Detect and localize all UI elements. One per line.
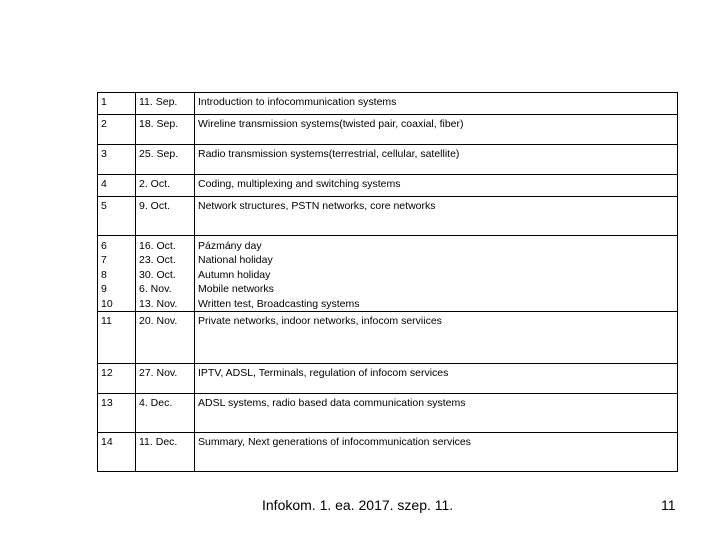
lecture-date: 9. Oct.: [136, 197, 195, 236]
table-row: [98, 197, 678, 236]
lecture-topic: Autumn holiday: [198, 268, 271, 281]
lecture-date: 16. Oct.: [139, 239, 176, 252]
lecture-number: 3: [98, 145, 136, 175]
table-row-merged: [98, 236, 678, 312]
table-row: [98, 394, 678, 433]
lecture-number: 4: [98, 175, 136, 197]
lecture-number: 2: [98, 115, 136, 145]
lecture-numbers: [98, 236, 136, 312]
lecture-topic: Wireline transmission systems(twisted pair, coaxial, fiber): [195, 115, 678, 145]
lecture-topic: IPTV, ADSL, Terminals, regulation of infocom services: [195, 364, 678, 394]
lecture-topic: Private networks, indoor networks, infocom serviices: [195, 312, 678, 364]
lecture-topic: Network structures, PSTN networks, core networks: [195, 197, 678, 236]
lecture-number: 7: [101, 254, 107, 266]
lecture-number: 5: [98, 197, 136, 236]
lecture-date: 13. Nov.: [139, 297, 178, 310]
lecture-number: 6: [101, 239, 107, 252]
lecture-topic: Introduction to infocommunication systems: [195, 93, 678, 115]
lecture-date: 4. Dec.: [136, 394, 195, 433]
lecture-date: 2. Oct.: [136, 175, 195, 197]
lecture-number: 8: [101, 268, 107, 281]
lecture-number: 11: [98, 312, 136, 364]
lecture-topic: Pázmány day: [198, 239, 262, 252]
lecture-date: 18. Sep.: [136, 115, 195, 145]
lecture-date: 23. Oct.: [139, 254, 176, 266]
slide-footer-text: Infokom. 1. ea. 2017. szep. 11.: [262, 497, 454, 513]
lecture-date: 11. Dec.: [136, 433, 195, 472]
lecture-date: 20. Nov.: [136, 312, 195, 364]
lecture-number: 10: [101, 297, 113, 310]
table-row: [98, 312, 678, 364]
lecture-date: 30. Oct.: [139, 268, 176, 281]
lecture-topic: Mobile networks: [198, 283, 274, 295]
lecture-number: 13: [98, 394, 136, 433]
table-row: [98, 115, 678, 145]
lecture-dates: [136, 236, 195, 312]
lecture-date: 11. Sep.: [136, 93, 195, 115]
table-row: [98, 93, 678, 115]
table-row: [98, 145, 678, 175]
lecture-topic: National holiday: [198, 254, 273, 266]
slide-page-number: 11: [661, 497, 676, 513]
lecture-date: 25. Sep.: [136, 145, 195, 175]
lecture-topic: Coding, multiplexing and switching systems: [195, 175, 678, 197]
lecture-number: 12: [98, 364, 136, 394]
table-row: [98, 364, 678, 394]
lecture-topics: [195, 236, 678, 312]
table-row: [98, 433, 678, 472]
lecture-date: 27. Nov.: [136, 364, 195, 394]
lecture-topic: Summary, Next generations of infocommunication services: [195, 433, 678, 472]
lecture-number: 9: [101, 283, 107, 295]
table-row: [98, 175, 678, 197]
lecture-topic: Written test, Broadcasting systems: [198, 297, 360, 310]
lecture-schedule-table: [97, 92, 678, 472]
lecture-topic: Radio transmission systems(terrestrial, cellular, satellite): [195, 145, 678, 175]
lecture-topic: ADSL systems, radio based data communication systems: [195, 394, 678, 433]
lecture-number: 1: [98, 93, 136, 115]
lecture-number: 14: [98, 433, 136, 472]
lecture-date: 6. Nov.: [139, 283, 172, 295]
